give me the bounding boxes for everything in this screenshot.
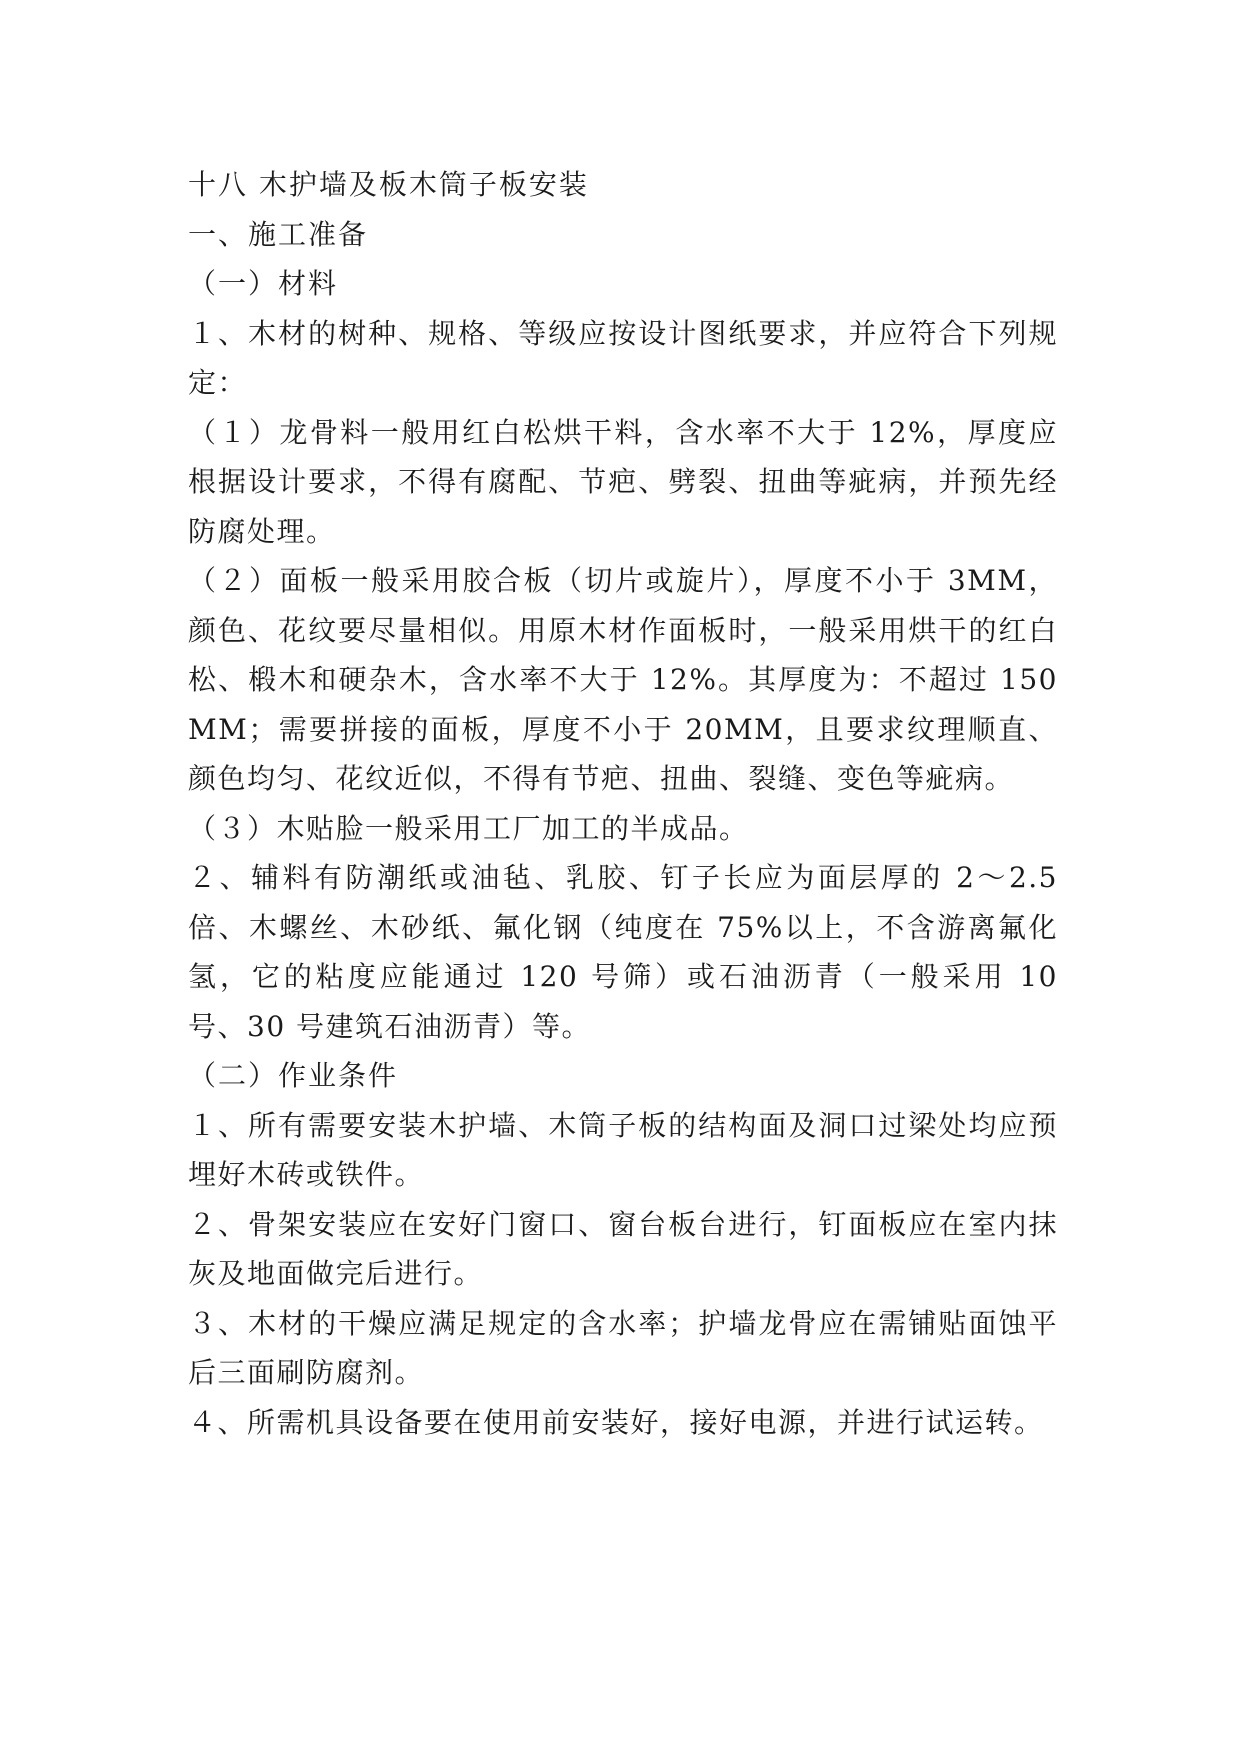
section-heading-preparation: 一、施工准备	[188, 217, 369, 251]
subsection-heading-materials: （一）材料	[188, 267, 339, 300]
paragraph-condition-2: ２、骨架安装应在安好门窗口、窗台板台进行，钉面板应在室内抹灰及地面做完后进行。	[188, 1207, 1058, 1290]
paragraph-condition-1: １、所有需要安装木护墙、木筒子板的结构面及洞口过梁处均应预埋好木砖或铁件。	[188, 1108, 1058, 1191]
paragraph-material-item-1-2: （２）面板一般采用胶合板（切片或旋片），厚度不小于 3MM，颜色、花纹要尽量相似。用原木材作面板时，一般采用烘干的红白松、椴木和硬杂木，含水率不大于 12%。其厚度为：不超过 150MM；需要拼接的面板，厚度不小于 20MM，且要求纹理顺直、颜色均匀、花纹近似，不得有节疤、扭曲、裂缝、变色等疵病。	[188, 564, 1058, 795]
document-title: 十八 木护墙及板木筒子板安装	[188, 168, 589, 201]
paragraph-material-item-1-1: （１）龙骨料一般用红白松烘干料，含水率不大于 12%，厚度应根据设计要求，不得有腐配、节疤、劈裂、扭曲等疵病，并预先经防腐处理。	[188, 415, 1058, 548]
document-page	[188, 160, 1058, 1447]
paragraph-material-item-1: １、木材的树种、规格、等级应按设计图纸要求，并应符合下列规定：	[188, 316, 1058, 399]
paragraph-condition-3: ３、木材的干燥应满足规定的含水率；护墙龙骨应在需铺贴面蚀平后三面刷防腐剂。	[188, 1306, 1058, 1389]
paragraph-condition-4: ４、所需机具设备要在使用前安装好，接好电源，并进行试运转。	[188, 1405, 1044, 1439]
subsection-heading-conditions: （二）作业条件	[188, 1059, 399, 1092]
paragraph-material-item-2: ２、辅料有防潮纸或油毡、乳胶、钉子长应为面层厚的 2～2.5 倍、木螺丝、木砂纸、氟化钢（纯度在 75%以上，不含游离氟化氢，它的粘度应能通过 120 号筛）或石油沥青（一般采用 10 号、30 号建筑石油沥青）等。	[188, 861, 1058, 1043]
paragraph-material-item-1-3: （３）木贴脸一般采用工厂加工的半成品。	[188, 811, 749, 845]
